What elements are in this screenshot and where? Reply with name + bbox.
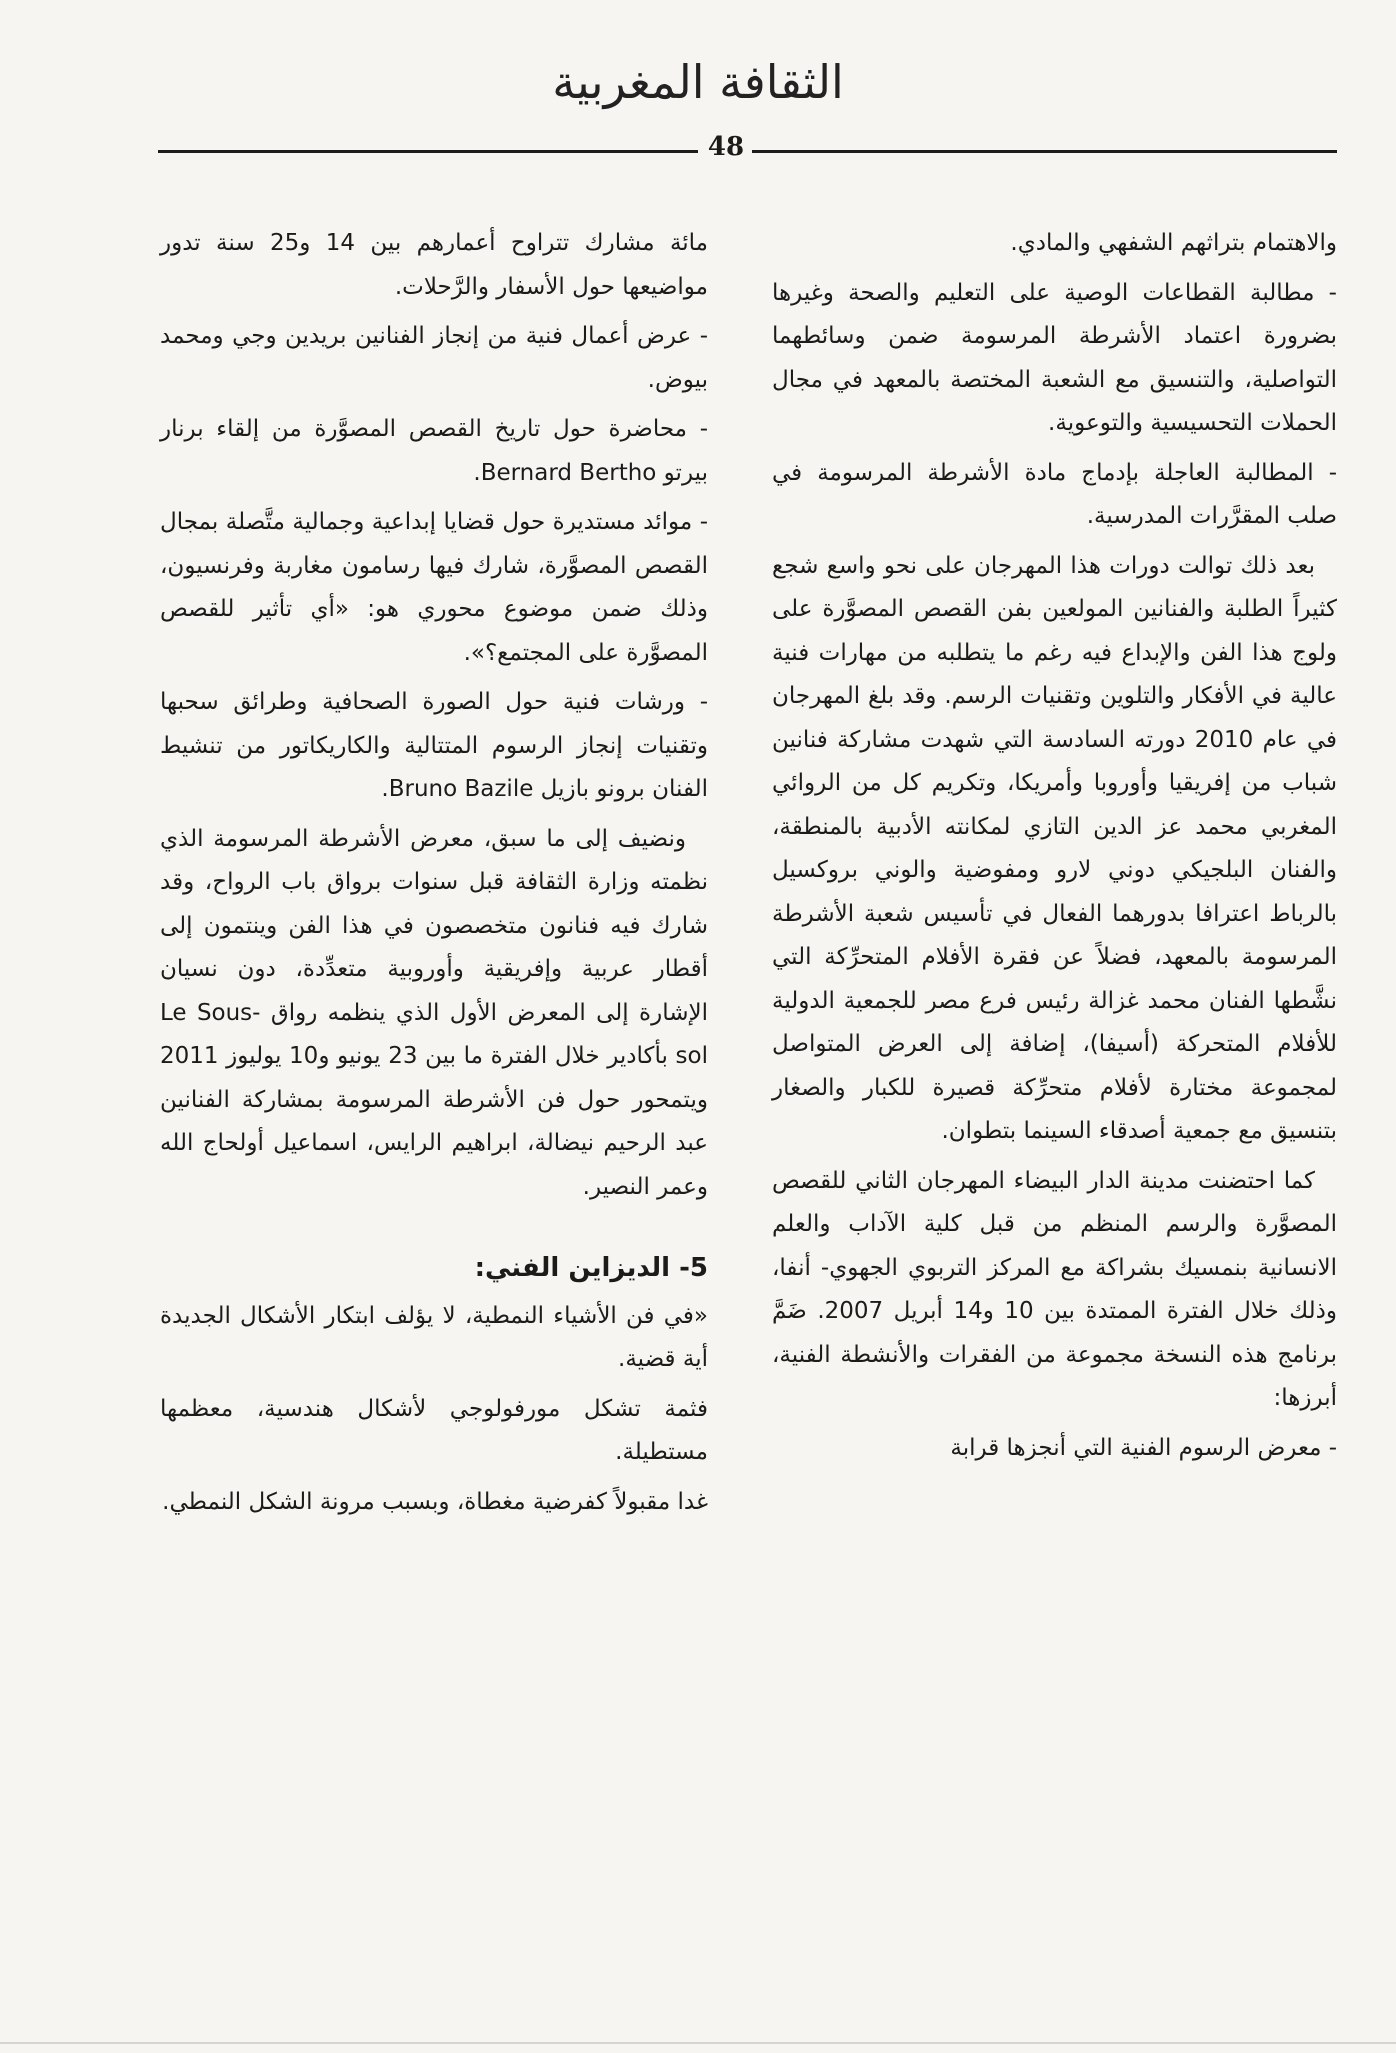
paragraph: فثمة تشكل مورفولوجي لأشكال هندسية، معظمها مستطيلة. [160,1395,708,1465]
magazine-title: الثقافة المغربية [552,55,844,109]
paragraph: بعد ذلك توالت دورات هذا المهرجان على نحو واسع شجع كثيراً الطلبة والفنانين المولعين بفن القصص المصوَّرة على ولوج هذا الفن والإبداع فيه رغم ما يتطلبه من مهارات فنية عالية في الأفكار والتلوين وتقنيات الرسم. وقد بلغ المهرجان في عام 2010 دورته السادسة التي شهدت مشاركة فنانين شباب من إفريقيا وأوروبا وأمريكا، وتكريم كل من الروائي المغربي محمد عز الدين التازي لمكانته الأدبية بالمنطقة، والفنان البلجيكي دوني لارو ومفوضية والوني بروكسيل بالرباط اعترافا بدورهما الفعال في تأسيس شعبة الأشرطة المرسومة بالمعهد، فضلاً عن فقرة الأفلام المتحرِّكة التي نشَّطها الفنان محمد غزالة رئيس فرع مصر للجمعية الدولية للأفلام المتحركة (أسيفا)، إضافة إلى العرض المتواصل لمجموعة مختارة لأفلام متحرِّكة قصيرة للكبار والصغار بتنسيق مع جمعية أصدقاء السينما بتطوان. [772,552,1337,1144]
paragraph: - عرض أعمال فنية من إنجاز الفنانين بريدين وجي ومحمد بيوض. [160,323,708,393]
page-number: 48 [707,132,745,162]
page-bottom-edge [0,2042,1396,2044]
paragraph: غدا مقبولاً كفرضية مغطاة، وبسبب مرونة الشكل النمطي. [162,1488,708,1515]
paragraph: - موائد مستديرة حول قضايا إبداعية وجمالية متَّصلة بمجال القصص المصوَّرة، شارك فيها رسامون مغاربة وفرنسيون، وذلك ضمن موضوع محوري هو: «أي تأثير للقصص المصوَّرة على المجتمع؟». [160,509,708,666]
paragraph: - المطالبة العاجلة بإدماج مادة الأشرطة المرسومة في صلب المقرَّرات المدرسية. [772,459,1337,529]
paragraph: والاهتمام بتراثهم الشفهي والمادي. [1010,230,1337,256]
left-column [160,222,708,1530]
header-rule-left [158,150,698,153]
right-column [772,222,1337,1476]
paragraph: ونضيف إلى ما سبق، معرض الأشرطة المرسومة الذي نظمته وزارة الثقافة قبل سنوات برواق باب الرواح، وقد شارك فيه فنانون متخصصون في هذا الفن وينتمون إلى أقطار عربية وإفريقية وأوروبية متعدِّدة، دون نسيان الإشارة إلى المعرض الأول الذي ينظمه رواق Le Sous-sol بأكادير خلال الفترة ما بين 23 يونيو و10 يوليوز 2011 ويتمحور حول فن الأشرطة المرسومة بمشاركة الفنانين عبد الرحيم نيضالة، ابراهيم الرايس، اسماعيل أولحاج الله وعمر النصير. [160,825,708,1200]
paragraph: - معرض الرسوم الفنية التي أنجزها قرابة [950,1434,1337,1461]
paragraph: كما احتضنت مدينة الدار البيضاء المهرجان الثاني للقصص المصوَّرة والرسم المنظم من قبل كلية الآداب والعلم الانسانية بنمسيك بشراكة مع المركز التربوي الجهوي- أنفا، وذلك خلال الفترة الممتدة بين 10 و14 أبريل 2007. ضَمَّ برنامج هذه النسخة مجموعة من الفقرات والأنشطة الفنية، أبرزها: [772,1167,1337,1411]
paragraph: - محاضرة حول تاريخ القصص المصوَّرة من إلقاء برنار بيرتو Bernard Bertho. [160,416,708,486]
paragraph: - مطالبة القطاعات الوصية على التعليم والصحة وغيرها بضرورة اعتماد الأشرطة المرسومة ضمن وسائطهما التواصلية، والتنسيق مع الشعبة المختصة بالمعهد في مجال الحملات التحسيسية والتوعوية. [772,279,1337,436]
header-rule-right [752,150,1337,153]
paragraph: - ورشات فنية حول الصورة الصحافية وطرائق سحبها وتقنيات إنجاز الرسوم المتتالية والكاريكاتور من تنشيط الفنان برونو بازيل Bruno Bazile. [160,689,708,802]
paragraph: «في فن الأشياء النمطية، لا يؤلف ابتكار الأشكال الجديدة أية قضية. [160,1302,708,1372]
section-heading: 5- الديزاين الفني: [474,1253,708,1283]
paragraph: مائة مشارك تتراوح أعمارهم بين 14 و25 سنة تدور مواضيعها حول الأسفار والرَّحلات. [160,230,709,300]
